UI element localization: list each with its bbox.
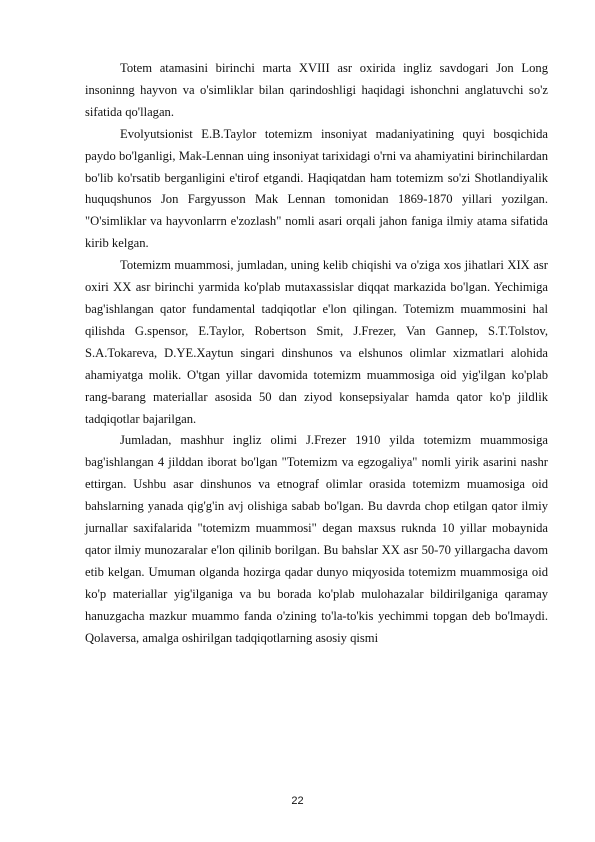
paragraph-frazer: Jumladan, mashhur ingliz olimi J.Frezer 1910 yilda totemizm muammosiga bag'ishlangan 4 jilddan iborat bo'lgan "Totemizm va egzogaliya" nomli yirik asarini nashr ettirgan. Ushbu asar dinshunos va etnograf olimlar orasida totemizm muamosiga oid bahslarning yanada qig'g'in avj olishiga sabab bo'lgan. Bu davrda chop etilgan qator ilmiy jurnallar saxifalarida "totemizm muammosi" degan maxsus ruknda 10 yillar mobaynida qator ilmiy munozaralar e'lon qilinib borilgan. Bu bahslar XX asr 50-70 yillargacha davom etib kelgan. Umuman olganda hozirga qadar dunyo miqyosida totemizm muammosiga oid ko'p materiallar yig'ilganiga va bu borada ko'plab mulohazalar bildirilganiga qaramay hanuzgacha mazkur muammo fanda o'zining to'la-to'kis yechimmi topgan deb bo'lmaydi. Qolaversa, amalga oshirilgan tadqiqotlarning asosiy qismi	[85, 433, 548, 645]
page-number: 22	[291, 795, 304, 807]
document-body	[85, 58, 548, 649]
paragraph-totem-term: Totem atamasini birinchi marta XVIII asr oxirida ingliz savdogari Jon Long insoninng hayvon va o'simliklar bilan qarindoshligi haqidagi ishonchni anglatuvchi so'z sifatida qo'llagan.	[85, 61, 548, 119]
paragraph-evolutionist: Evolyutsionist E.B.Taylor totemizm insoniyat madaniyatining quyi bosqichida paydo bo'lganligi, Mak-Lennan uing insoniyat tarixidagi o'rni va ahamiyatini birinchilardan bo'lib ko'rsatib berganligini e'tirof etgandi. Haqiqatdan ham totemizm so'zi Shotlandiyalik huquqshunos Jon Fargyusson Mak Lennan tomonidan 1869-1870 yillari yozilgan. "O'simliklar va hayvonlarrn e'zozlash" nomli asari orqali jahon faniga ilmiy atama sifatida kirib kelgan.	[85, 126, 548, 251]
paragraph-totemism-problem: Totemizm muammosi, jumladan, uning kelib chiqishi va o'ziga xos jihatlari XIX asr oxiri XX asr birinchi yarmida ko'plab mutaxassislar diqqat markazida bo'lgan. Yechimiga bag'ishlangan qator fundamental tadqiqotlar e'lon qilingan. Totemizm muammosini hal qilishda G.spensor, E.Taylor, Robertson Smit, J.Frezer, Van Gannep, S.T.Tolstov, S.A.Tokareva, D.YE.Xaytun singari dinshunos va elshunos olimlar xizmatlari alohida ahamiyatga molik. O'tgan yillar davomida totemizm muammosiga oid yig'ilgan ko'plab rang-barang materiallar asosida 50 dan ziyod konsepsiyalar hamda qator ko'p jildlik tadqiqotlar bajarilgan.	[85, 258, 548, 426]
